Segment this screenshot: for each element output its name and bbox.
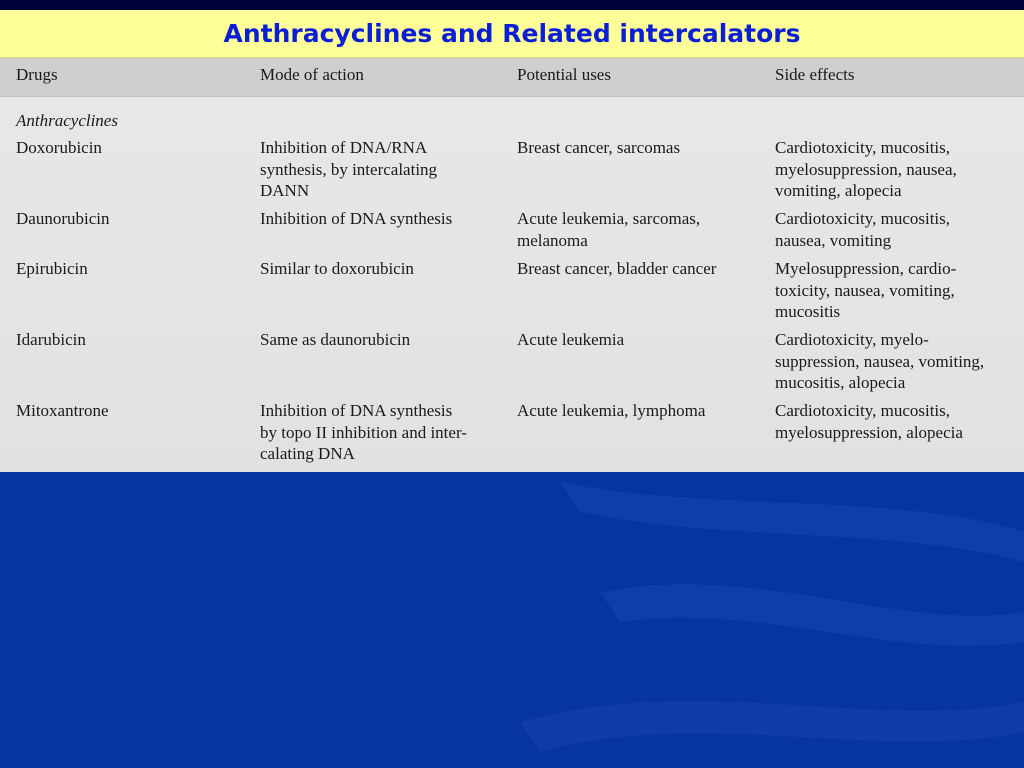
header-potential-uses: Potential uses xyxy=(517,65,611,84)
cell-line: Idarubicin xyxy=(16,330,86,349)
top-border-strip xyxy=(0,0,1024,10)
cell-mode-of-action xyxy=(260,329,510,351)
cell-line: mucositis, alopecia xyxy=(775,373,906,392)
cell-line: toxicity, nausea, vomiting, xyxy=(775,280,955,300)
cell-line: Cardiotoxicity, mucositis, xyxy=(775,401,951,420)
cell-line: by topo II inhibition and inter- xyxy=(260,422,467,442)
cell-mode-of-action xyxy=(260,208,510,230)
cell-line: Epirubicin xyxy=(16,259,88,278)
cell-line: melanoma xyxy=(517,230,588,250)
cell-line: Similar to doxorubicin xyxy=(260,259,414,278)
cell-line: suppression, nausea, vomiting, xyxy=(775,351,985,371)
cell-potential-uses xyxy=(517,400,767,422)
cell-line: Acute leukemia, lymphoma xyxy=(517,401,706,420)
cell-line: Myelosuppression, cardio- xyxy=(775,259,957,278)
header-side-effects: Side effects xyxy=(775,65,855,84)
cell-line: Inhibition of DNA/RNA xyxy=(260,138,428,157)
cell-potential-uses xyxy=(517,208,767,251)
cell-line: mucositis xyxy=(775,302,841,321)
cell-line: Cardiotoxicity, mucositis, xyxy=(775,138,951,157)
header-drugs: Drugs xyxy=(16,65,58,84)
cell-line: vomiting, alopecia xyxy=(775,181,902,200)
cell-drug-name xyxy=(16,137,248,159)
cell-line: Cardiotoxicity, myelo- xyxy=(775,330,929,349)
cell-line: Breast cancer, sarcomas xyxy=(517,138,681,157)
cell-line: myelosuppression, nausea, xyxy=(775,159,957,179)
cell-side-effects xyxy=(775,137,1023,202)
cell-line: calating DNA xyxy=(260,444,355,463)
cell-side-effects xyxy=(775,208,1023,251)
cell-mode-of-action xyxy=(260,137,510,202)
cell-drug-name xyxy=(16,400,248,422)
title-bar xyxy=(0,10,1024,58)
background-wave-decoration xyxy=(0,472,1024,768)
cell-potential-uses xyxy=(517,258,767,280)
cell-line: Doxorubicin xyxy=(16,138,102,157)
section-label: Anthracyclines xyxy=(16,111,118,130)
cell-mode-of-action xyxy=(260,400,510,465)
cell-side-effects xyxy=(775,329,1023,394)
header-mode-of-action: Mode of action xyxy=(260,65,364,84)
cell-line: synthesis, by intercalating xyxy=(260,159,438,179)
cell-line: Breast cancer, bladder cancer xyxy=(517,259,717,278)
cell-line: myelosuppression, alopecia xyxy=(775,422,963,442)
table-header-row xyxy=(0,58,1024,97)
cell-side-effects xyxy=(775,400,1023,443)
cell-drug-name xyxy=(16,258,248,280)
cell-drug-name xyxy=(16,329,248,351)
cell-potential-uses xyxy=(517,329,767,351)
cell-potential-uses xyxy=(517,137,767,159)
cell-line: nausea, vomiting xyxy=(775,230,892,250)
cell-line: Cardiotoxicity, mucositis, xyxy=(775,209,951,228)
cell-mode-of-action xyxy=(260,258,510,280)
cell-line: Same as daunorubicin xyxy=(260,330,411,349)
cell-drug-name xyxy=(16,208,248,230)
drug-table xyxy=(0,58,1024,472)
cell-line: Acute leukemia, sarcomas, xyxy=(517,209,701,228)
cell-side-effects xyxy=(775,258,1023,323)
cell-line: Inhibition of DNA synthesis xyxy=(260,209,453,228)
slide-title: Anthracyclines and Related intercalators xyxy=(223,19,801,48)
cell-line: Daunorubicin xyxy=(16,209,110,228)
cell-line: Acute leukemia xyxy=(517,330,625,349)
cell-line: Inhibition of DNA synthesis xyxy=(260,401,453,420)
cell-line: Mitoxantrone xyxy=(16,401,109,420)
cell-line: DANN xyxy=(260,181,310,200)
